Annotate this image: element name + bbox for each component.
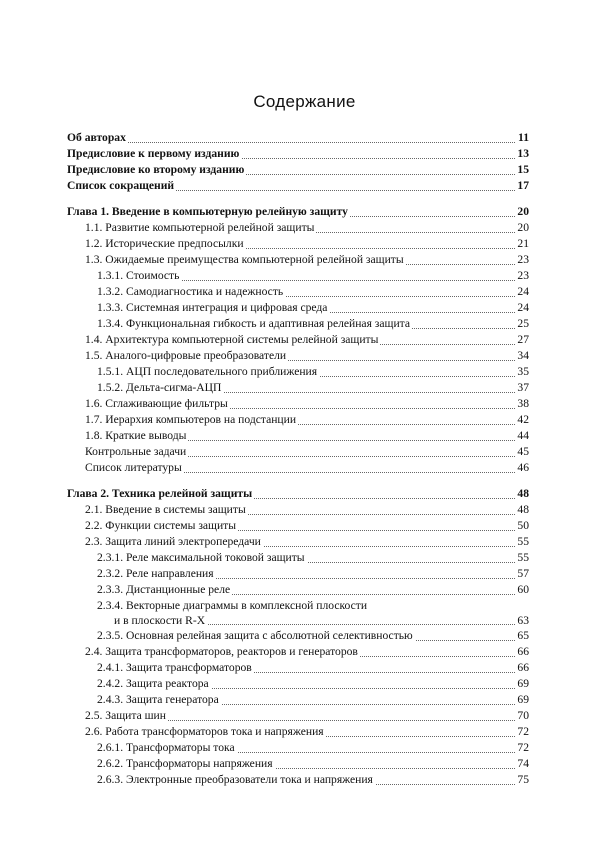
toc-entry-title: и в плоскости R-X — [114, 614, 206, 627]
toc-entry — [67, 598, 529, 614]
toc-page-number: 23 — [517, 253, 529, 266]
toc-page-number: 42 — [517, 413, 529, 426]
toc-page-number: 74 — [517, 757, 529, 770]
toc-entry-title: 2.3.3. Дистанционные реле — [97, 583, 231, 596]
toc-page-number: 13 — [517, 147, 529, 160]
toc-entry — [67, 582, 529, 598]
toc-page-number: 27 — [517, 333, 529, 346]
toc-entry-title: 2.6.1. Трансформаторы тока — [97, 741, 235, 754]
toc-page-number: 11 — [518, 131, 529, 144]
toc-entry — [67, 220, 529, 236]
toc-entry — [67, 364, 529, 380]
toc-entry-title: 2.4. Защита трансформаторов, реакторов и генераторов — [85, 645, 358, 658]
toc-entry — [67, 162, 529, 178]
toc-entry — [67, 146, 529, 162]
toc-entry — [67, 444, 529, 460]
toc-entry — [67, 740, 529, 756]
toc-entry — [67, 300, 529, 316]
toc-page-number: 38 — [517, 397, 529, 410]
toc-entry — [67, 486, 529, 502]
toc-entry — [67, 130, 529, 146]
toc-entry — [67, 396, 529, 412]
toc-entry-title: 2.4.2. Защита реактора — [97, 677, 209, 690]
toc-page-number: 55 — [517, 535, 529, 548]
toc-page-number: 37 — [517, 381, 529, 394]
toc-entry-title: Предисловие к первому изданию — [67, 147, 240, 160]
toc-entry-title: 2.3.2. Реле направления — [97, 567, 214, 580]
toc-entry-title: 1.7. Иерархия компьютеров на подстанции — [85, 413, 297, 426]
toc-entry-title: 1.3.1. Стоимость — [97, 269, 180, 282]
toc-entry-title: 2.3.5. Основная релейная защита с абсолютной селективностью — [97, 629, 413, 642]
toc-page-number: 72 — [517, 741, 529, 754]
toc-entry — [67, 316, 529, 332]
toc-page-number: 66 — [517, 661, 529, 674]
toc-page-number: 44 — [517, 429, 529, 442]
toc-page-number: 34 — [517, 349, 529, 362]
toc-entry — [67, 412, 529, 428]
toc-page-number: 24 — [517, 301, 529, 314]
toc-entry — [67, 332, 529, 348]
toc-entry — [67, 692, 529, 708]
toc-page-number: 45 — [517, 445, 529, 458]
table-of-contents — [67, 130, 529, 788]
toc-page-number: 25 — [517, 317, 529, 330]
toc-entry-title: Список сокращений — [67, 179, 175, 192]
toc-entry — [67, 756, 529, 772]
toc-entry-title: 2.6.3. Электронные преобразователи тока и напряжения — [97, 773, 373, 786]
toc-page-number: 57 — [517, 567, 529, 580]
toc-entry-title: 2.4.1. Защита трансформаторов — [97, 661, 252, 674]
toc-entry-title: 1.3.2. Самодиагностика и надежность — [97, 285, 284, 298]
toc-entry — [67, 502, 529, 518]
toc-entry-title: 2.1. Введение в системы защиты — [85, 503, 246, 516]
toc-entry — [67, 284, 529, 300]
toc-entry — [67, 380, 529, 396]
toc-entry-title: Контрольные задачи — [85, 445, 187, 458]
toc-entry — [67, 236, 529, 252]
toc-page-number: 55 — [517, 551, 529, 564]
toc-page-number: 20 — [517, 205, 529, 218]
toc-page-number: 15 — [517, 163, 529, 176]
toc-entry-title: 1.8. Краткие выводы — [85, 429, 187, 442]
toc-page-number: 50 — [517, 519, 529, 532]
toc-entry — [67, 614, 529, 628]
toc-entry-title: 2.3.4. Векторные диаграммы в комплексной плоскости — [97, 599, 368, 612]
toc-entry — [67, 268, 529, 284]
toc-entry — [67, 628, 529, 644]
toc-page-number: 65 — [517, 629, 529, 642]
toc-page-number: 23 — [517, 269, 529, 282]
toc-entry-title: 2.4.3. Защита генератора — [97, 693, 219, 706]
toc-page-number: 17 — [517, 179, 529, 192]
toc-entry-title: Глава 2. Техника релейной защиты — [67, 487, 253, 500]
toc-entry — [67, 724, 529, 740]
toc-entry-title: 2.3. Защита линий электропередачи — [85, 535, 261, 548]
toc-page-number: 46 — [517, 461, 529, 474]
toc-entry — [67, 518, 529, 534]
toc-page-number: 60 — [517, 583, 529, 596]
toc-entry-title: 1.6. Сглаживающие фильтры — [85, 397, 228, 410]
toc-page-number: 21 — [517, 237, 529, 250]
toc-page-number: 66 — [517, 645, 529, 658]
toc-entry — [67, 708, 529, 724]
toc-entry-title: Об авторах — [67, 131, 126, 144]
toc-entry — [67, 204, 529, 220]
page-title: Содержание — [253, 92, 356, 111]
toc-entry-title: 2.3.1. Реле максимальной токовой защиты — [97, 551, 305, 564]
dot-leader — [67, 142, 529, 143]
toc-page-number: 75 — [517, 773, 529, 786]
toc-entry-title: 1.5.1. АЦП последовательного приближения — [97, 365, 318, 378]
toc-entry — [67, 676, 529, 692]
toc-page-number: 63 — [517, 614, 529, 627]
toc-entry-title: Предисловие ко второму изданию — [67, 163, 245, 176]
toc-page-number: 70 — [517, 709, 529, 722]
toc-entry-title: 1.3.4. Функциональная гибкость и адаптивная релейная защита — [97, 317, 411, 330]
toc-entry-title: Список литературы — [85, 461, 182, 474]
toc-entry — [67, 550, 529, 566]
toc-page-number: 69 — [517, 693, 529, 706]
toc-entry — [67, 566, 529, 582]
toc-entry-title: 1.5. Аналого-цифровые преобразователи — [85, 349, 287, 362]
toc-entry-title: 1.1. Развитие компьютерной релейной защиты — [85, 221, 315, 234]
toc-entry — [67, 772, 529, 788]
toc-entry-title: 1.5.2. Дельта-сигма-АЦП — [97, 381, 222, 394]
toc-page-number: 48 — [517, 487, 529, 500]
toc-entry — [67, 660, 529, 676]
toc-entry-title: 2.6. Работа трансформаторов тока и напряжения — [85, 725, 324, 738]
toc-page-number: 24 — [517, 285, 529, 298]
toc-entry — [67, 644, 529, 660]
toc-entry-title: 1.3.3. Системная интеграция и цифровая среда — [97, 301, 328, 314]
toc-entry — [67, 252, 529, 268]
toc-entry-title: 1.2. Исторические предпосылки — [85, 237, 244, 250]
toc-entry-title: 1.3. Ожидаемые преимущества компьютерной релейной защиты — [85, 253, 404, 266]
toc-page-number: 20 — [517, 221, 529, 234]
toc-entry — [67, 348, 529, 364]
toc-page-number: 69 — [517, 677, 529, 690]
toc-entry — [67, 460, 529, 476]
toc-entry-title: Глава 1. Введение в компьютерную релейную защиту — [67, 205, 348, 218]
toc-entry-title: 1.4. Архитектура компьютерной системы релейной защиты — [85, 333, 379, 346]
toc-entry-title: 2.2. Функции системы защиты — [85, 519, 237, 532]
toc-entry-title: 2.6.2. Трансформаторы напряжения — [97, 757, 273, 770]
toc-entry — [67, 428, 529, 444]
toc-page-number: 35 — [517, 365, 529, 378]
toc-page-number: 48 — [517, 503, 529, 516]
toc-entry-title: 2.5. Защита шин — [85, 709, 166, 722]
toc-page-number: 72 — [517, 725, 529, 738]
toc-entry — [67, 178, 529, 194]
toc-entry — [67, 534, 529, 550]
